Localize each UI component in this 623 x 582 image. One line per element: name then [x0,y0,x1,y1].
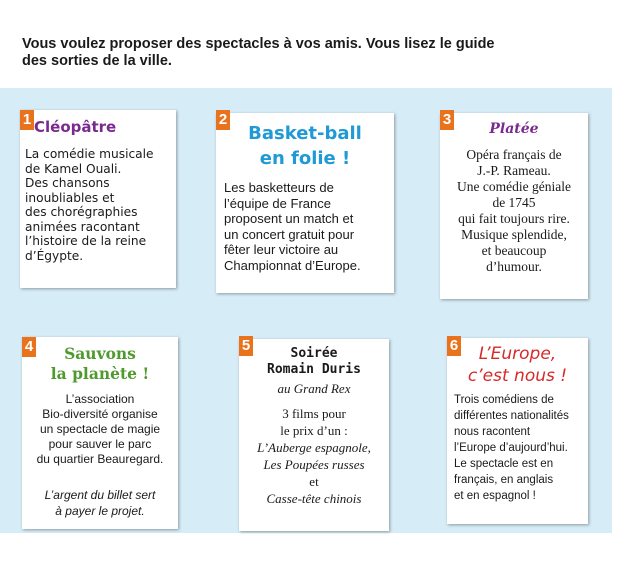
text-line: et beaucoup [481,243,547,258]
card-title: Platée [489,121,539,137]
card-description [454,392,588,504]
card-soiree-romain-duris[interactable] [239,339,389,531]
card-number-badge: 5 [239,336,253,356]
text-line: des chorégraphies [25,205,138,219]
instructions [22,36,582,70]
title-line: Romain Duris [267,362,361,377]
card-basket-ball[interactable] [216,113,394,293]
text-line: l’équipe de France [224,195,331,211]
text-line: et [309,474,319,489]
card-title [216,121,394,171]
instructions-line: Vous voulez proposer des spectacles à vos amis. Vous lisez le guide [22,36,495,52]
text-line: Musique splendide, [461,227,567,242]
film-title: L’Auberge espagnole, [257,440,371,455]
text-line: qui fait toujours rire. [458,211,570,226]
text-line: pour sauver le parc [48,437,152,451]
text-line: et en espagnol ! [454,490,536,502]
text-line: nous racontent [454,426,531,438]
text-line: l’Europe d’aujourd’hui. [454,442,568,454]
card-venue: au Grand Rex [277,381,351,396]
card-cleopatre[interactable] [20,110,176,288]
title-line: Basket-ball [248,123,362,144]
title-line: L’Europe, [478,344,557,364]
text-line: proposent un match et [224,211,354,227]
text-line: Bio-diversité organise [42,407,158,421]
card-description [25,147,175,263]
card-number-badge: 3 [440,110,454,130]
text-line: français, en anglais [454,474,554,486]
text-line: J.-P. Rameau. [477,163,551,178]
card-number-badge: 2 [216,110,230,130]
card-title [239,346,389,378]
text-line: animées racontant [25,219,140,234]
card-platee[interactable] [440,113,588,299]
text-line: différentes nationalités [454,410,569,422]
card-number-badge: 1 [20,110,34,130]
text-line: Trois comédiens de [454,394,554,406]
text-line: de Kamel Ouali. [25,161,122,176]
text-line: Opéra français de [466,147,562,162]
card-number-badge: 4 [22,337,36,357]
text-line: Des chansons [25,176,110,190]
text-line: Les basketteurs de [224,180,334,195]
text-line: fêter leur victoire au [224,242,339,258]
card-description [224,180,392,274]
instructions-line: des sorties de la ville. [22,53,172,69]
text-line: L’argent du billet sert [44,488,156,502]
text-line: La comédie musicale [25,147,154,161]
card-description [22,392,178,467]
title-line: c’est nous ! [467,366,568,386]
card-title [447,343,588,387]
card-title [22,344,178,384]
title-line: la planète ! [50,364,150,383]
text-line: Championnat d’Europe. [224,257,361,273]
title-line: Soirée [290,346,338,361]
text-line: Une comédie géniale [457,179,571,194]
text-line: un spectacle de magie [39,422,161,436]
title-line: en folie ! [259,148,351,169]
text-line: d’Égypte. [25,248,84,263]
text-line: Le spectacle est en [454,458,554,470]
text-line: de 1745 [492,195,536,210]
text-line: 3 films pour [282,406,346,421]
title-line: Sauvons [64,344,136,363]
text-line: d’humour. [486,259,542,274]
card-l-europe-c-est-nous[interactable] [447,338,588,524]
text-line: du quartier Beauregard. [36,452,164,466]
card-description [440,147,588,275]
card-description [239,405,389,507]
card-number-badge: 6 [447,336,461,356]
text-line: à payer le projet. [55,504,145,518]
card-note [22,487,178,519]
card-title: Cléopâtre [34,118,117,136]
text-line: L’association [65,392,135,406]
card-sauvons-la-planete[interactable] [22,337,178,529]
text-line: un concert gratuit pour [224,226,355,242]
text-line: inoubliables et [25,190,115,205]
text-line: l’histoire de la reine [25,234,147,248]
film-title: Casse-tête chinois [266,491,362,506]
film-title: Les Poupées russes [263,457,365,472]
text-line: le prix d’un : [280,423,348,438]
